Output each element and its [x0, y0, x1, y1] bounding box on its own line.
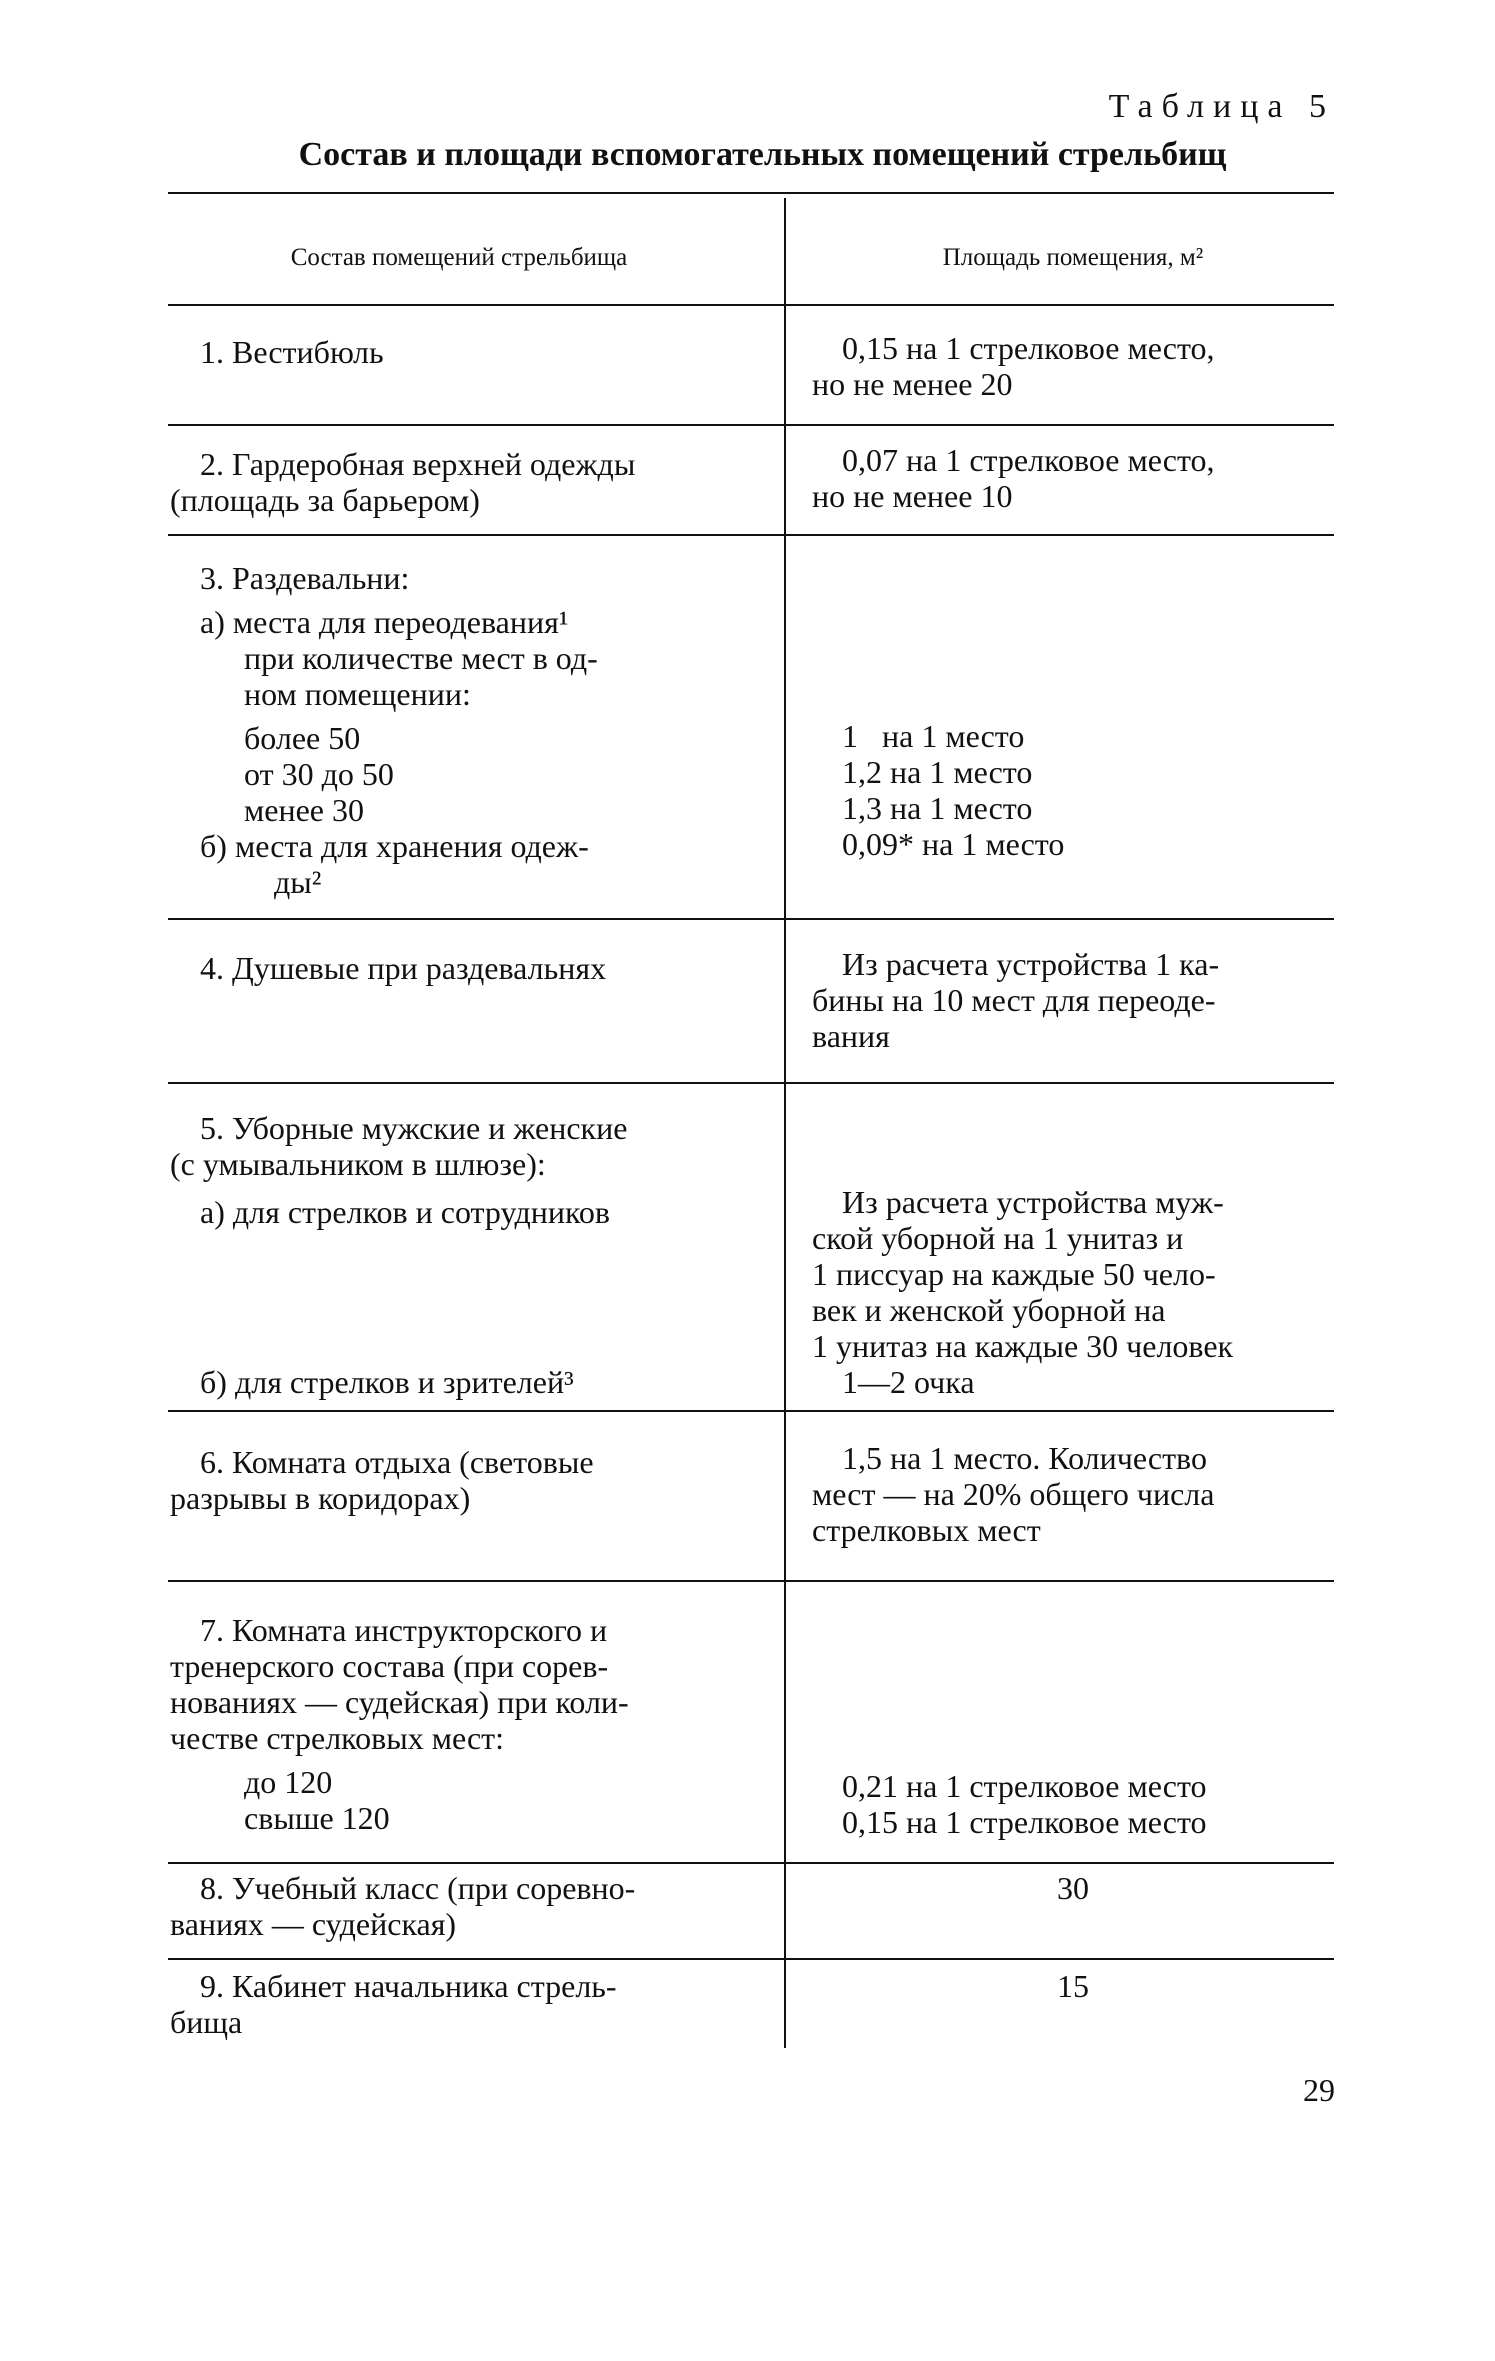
rule-row-1 [168, 424, 1334, 426]
row-7-left-line: нованиях — судейская) при коли- [170, 1684, 629, 1720]
row-7-left [170, 1612, 748, 1836]
row-6-right-line: стрелковых мест [812, 1512, 1041, 1548]
page-number: 29 [1303, 2072, 1335, 2108]
row-3-left-line: при количестве мест в од- [244, 640, 598, 676]
row-7-left-line: тренерского состава (при сорев- [170, 1648, 609, 1684]
row-7-left-line: свыше 120 [244, 1800, 390, 1836]
row-3-left-line: ды² [274, 864, 322, 900]
row-3-right-line: 1 на 1 место [842, 718, 1025, 754]
rule-row-4 [168, 1082, 1334, 1084]
row-5-left-line: б) для стрелков и зрителей³ [200, 1364, 574, 1400]
row-1-right-line: 0,15 на 1 стрелковое место, [842, 330, 1215, 366]
row-8-left-line: 8. Учебный класс (при соревно- [200, 1870, 636, 1906]
row-6-left-line: 6. Комната отдыха (световые [200, 1444, 594, 1480]
row-1-left-line: 1. Вестибюль [200, 334, 384, 370]
row-4-right [812, 946, 1334, 1054]
row-3-right [812, 718, 1334, 862]
row-4-right-line: вания [812, 1018, 890, 1054]
row-5-left-b [170, 1364, 748, 1400]
row-3-left-line: б) места для хранения одеж- [200, 828, 589, 864]
row-3-right-line: 1,3 на 1 место [842, 790, 1033, 826]
rule-top [168, 192, 1334, 194]
row-4-left-line: 4. Душевые при раздевальнях [200, 950, 607, 986]
row-1-right [812, 330, 1334, 402]
row-5-right-line: 1—2 очка [842, 1364, 975, 1400]
row-5-right-line: ской уборной на 1 унитаз и [812, 1220, 1184, 1256]
row-3-right-line: 1,2 на 1 место [842, 754, 1033, 790]
row-2-right-line: 0,07 на 1 стрелковое место, [842, 442, 1215, 478]
row-7-right-line: 0,21 на 1 стрелковое место [842, 1768, 1207, 1804]
row-2-right-line: но не менее 10 [812, 478, 1013, 514]
row-3-left-line: менее 30 [244, 792, 364, 828]
row-3-left-line: ном помещении: [244, 676, 471, 712]
row-9-right-line: 15 [1057, 1968, 1089, 2004]
rule-row-5 [168, 1410, 1334, 1412]
row-9-left-line: бища [170, 2004, 243, 2040]
row-7-left-line: до 120 [244, 1764, 333, 1800]
row-2-right [812, 442, 1334, 514]
row-3-left-line: 3. Раздевальни: [200, 560, 410, 596]
row-9-left [170, 1968, 748, 2040]
row-9-right [812, 1968, 1334, 2004]
row-3-left-line: более 50 [244, 720, 361, 756]
rule-row-8 [168, 1958, 1334, 1960]
row-6-right [812, 1440, 1334, 1548]
row-2-left-line: 2. Гардеробная верхней одежды [200, 446, 636, 482]
row-6-right-line: мест — на 20% общего числа [812, 1476, 1215, 1512]
row-2-left-line: (площадь за барьером) [170, 482, 480, 518]
row-1-right-line: но не менее 20 [812, 366, 1013, 402]
row-3-left [170, 560, 748, 900]
row-3-right-line: 0,09* на 1 место [842, 826, 1065, 862]
row-5-right-line: век и женской уборной на [812, 1292, 1166, 1328]
row-6-right-line: 1,5 на 1 место. Количество [842, 1440, 1207, 1476]
row-6-left [170, 1444, 748, 1516]
row-2-left [170, 446, 748, 518]
column-divider [784, 198, 786, 2048]
table-label: Таблица 5 [1108, 88, 1335, 125]
table-title: Состав и площади вспомогательных помещений стрельбищ [298, 136, 1227, 173]
rule-row-2 [168, 534, 1334, 536]
row-5-right-line: Из расчета устройства муж- [842, 1184, 1224, 1220]
row-7-right-line: 0,15 на 1 стрелковое место [842, 1804, 1207, 1840]
row-5-right [812, 1184, 1334, 1400]
row-5-left-line: 5. Уборные мужские и женские [200, 1110, 628, 1146]
row-5-right-line: 1 писсуар на каждые 50 чело- [812, 1256, 1216, 1292]
row-4-right-line: Из расчета устройства 1 ка- [842, 946, 1220, 982]
row-1-left [170, 334, 748, 370]
row-4-left [170, 950, 748, 986]
row-7-left-line: честве стрелковых мест: [170, 1720, 505, 1756]
rule-row-3 [168, 918, 1334, 920]
row-5-left-line: (с умывальником в шлюзе): [170, 1146, 546, 1182]
row-7-left-line: 7. Комната инструкторского и [200, 1612, 608, 1648]
row-4-right-line: бины на 10 мест для переоде- [812, 982, 1216, 1018]
rule-header [168, 304, 1334, 306]
row-6-left-line: разрывы в коридорах) [170, 1480, 471, 1516]
row-7-right [812, 1768, 1334, 1840]
rule-row-6 [168, 1580, 1334, 1582]
row-5-left [170, 1110, 748, 1230]
row-3-left-line: а) места для переодевания¹ [200, 604, 569, 640]
row-3-left-line: от 30 до 50 [244, 756, 394, 792]
rule-row-7 [168, 1862, 1334, 1864]
row-5-right-line: 1 унитаз на каждые 30 человек [812, 1328, 1234, 1364]
row-8-left [170, 1870, 748, 1942]
row-8-left-line: ваниях — судейская) [170, 1906, 457, 1942]
row-9-left-line: 9. Кабинет начальника стрель- [200, 1968, 617, 2004]
header-col1: Состав помещений стрельбища [290, 244, 628, 271]
row-5-left-line: а) для стрелков и сотрудников [200, 1194, 611, 1230]
row-8-right-line: 30 [1057, 1870, 1089, 1906]
header-col2: Площадь помещения, м² [942, 244, 1204, 271]
row-8-right [812, 1870, 1334, 1906]
